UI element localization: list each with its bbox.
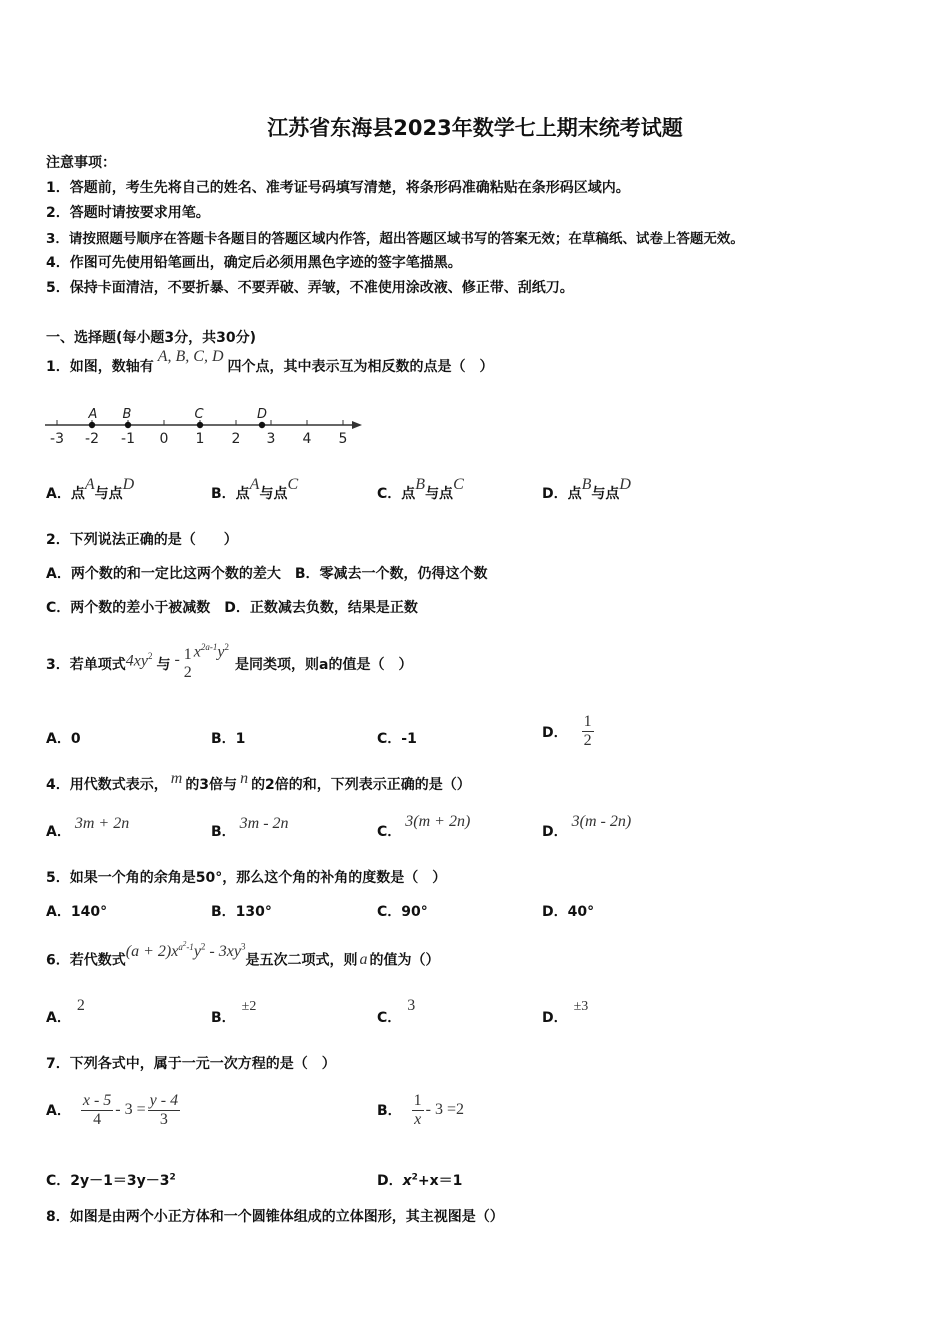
q5-option-a[interactable]: A．140° — [46, 904, 108, 920]
q1-option-a[interactable]: A．点A与点D — [46, 476, 135, 502]
q7-option-d[interactable]: D．$x^2+x=1$ — [377, 1172, 463, 1189]
tick-label: 0 — [159, 431, 169, 447]
q6-option-d[interactable]: D．±3 — [542, 999, 589, 1026]
notice-item: 2．答题时请按要求用笔。 — [46, 205, 210, 221]
q1-option-d[interactable]: D．点B与点D — [542, 476, 631, 502]
q3-option-b[interactable]: B．1 — [211, 731, 246, 747]
q5-option-c[interactable]: C．90° — [377, 904, 428, 920]
number-line-figure — [40, 400, 370, 450]
q3-option-c[interactable]: C．-1 — [377, 731, 417, 747]
q7-option-a[interactable]: A． $\frac{x - 5}{4}$ - 3 = $\frac{y - 4}{3}$ — [46, 1091, 179, 1128]
q3-option-d[interactable]: D． $\frac{1}{2}$ — [542, 713, 592, 749]
q5-option-b[interactable]: B．130° — [211, 904, 272, 920]
point-b — [125, 422, 131, 428]
question-3-stem: 3．若单项式 $4xy^2$ 与 - 1 2 $x^{2a-1}y^2$ 是同类项，则a的值是（ ） — [46, 642, 413, 681]
point-c — [197, 422, 203, 428]
notice-item: 5．保持卡面清洁，不要折暴、不要弄破、弄皱，不准使用涂改液、修正带、刮纸刀。 — [46, 280, 574, 296]
question-6-stem: 6．若代数式$(a + 2)x^{a^2-1}y^2 - 3xy^3$是五次二项式，则 a 的值为（） — [46, 940, 440, 969]
q6-option-c[interactable]: C．3 — [377, 997, 416, 1026]
q4-option-b[interactable]: B． 3m - 2n — [211, 815, 289, 840]
tick-label: 3 — [266, 431, 276, 447]
tick-label: -1 — [121, 431, 135, 447]
section-heading: 一、选择题(每小题3分，共30分) — [46, 330, 257, 346]
tick-label: -2 — [85, 431, 99, 447]
tick-label: 1 — [195, 431, 205, 447]
notice-item: 1．答题前，考生先将自己的姓名、准考证号码填写清楚，将条形码准确粘贴在条形码区域内。 — [46, 180, 630, 196]
q6-option-a[interactable]: A．2 — [46, 997, 85, 1026]
q7-option-b[interactable]: B． $\frac{1}{x}$ - 3 =2 — [377, 1091, 465, 1128]
q7-option-c[interactable]: C．$2y-1=3y-3^2$ — [46, 1172, 176, 1189]
q1-option-b[interactable]: B．点A与点C — [211, 476, 299, 502]
question-5-stem: 5．如果一个角的余角是50°，那么这个角的补角的度数是（ ） — [46, 870, 447, 886]
question-8-stem: 8．如图是由两个小正方体和一个圆锥体组成的立体图形，其主视图是（） — [46, 1209, 504, 1225]
q1-option-c[interactable]: C．点B与点C — [377, 476, 464, 502]
notice-item: 4．作图可先使用铅笔画出，确定后必须用黑色字迹的签字笔描黑。 — [46, 255, 462, 271]
math-points: A, B, C, D — [157, 348, 224, 365]
point-label: A — [88, 407, 98, 422]
point-a — [89, 422, 95, 428]
q6-option-b[interactable]: B．±2 — [211, 999, 257, 1026]
page-title: 江苏省东海县2023年数学七上期末统考试题 — [267, 116, 683, 140]
q3-option-a[interactable]: A．0 — [46, 731, 81, 747]
point-label: C — [194, 407, 204, 422]
question-1-stem: 1．如图，数轴有A, B, C, D四个点，其中表示互为相反数的点是（ ） — [46, 348, 494, 375]
notice-heading: 注意事项： — [46, 155, 116, 171]
point-label: B — [122, 407, 132, 422]
question-2-stem: 2．下列说法正确的是（ ） — [46, 532, 238, 548]
question-7-stem: 7．下列各式中，属于一元一次方程的是（ ） — [46, 1056, 336, 1072]
notice-item: 3．请按照题号顺序在答题卡各题目的答题区域内作答，超出答题区域书写的答案无效；在草稿纸、试卷上答题无效。 — [46, 231, 744, 247]
point-label: D — [256, 407, 268, 422]
tick-label: 2 — [231, 431, 241, 447]
q4-option-c[interactable]: C．3(m + 2n) — [377, 813, 471, 840]
tick-label: -3 — [50, 431, 64, 447]
q2-options-row-2[interactable]: C．两个数的差小于被减数 D．正数减去负数，结果是正数 — [46, 600, 418, 616]
question-4-stem: 4．用代数式表示， m 的3倍与 n 的2倍的和，下列表示正确的是（） — [46, 770, 471, 793]
q2-options-row-1[interactable]: A．两个数的和一定比这两个数的差大 B．零减去一个数，仍得这个数 — [46, 566, 488, 582]
q5-option-d[interactable]: D．40° — [542, 904, 595, 920]
tick-label: 5 — [338, 431, 348, 447]
q4-option-d[interactable]: D．3(m - 2n) — [542, 813, 632, 840]
tick-label: 4 — [302, 431, 312, 447]
q4-option-a[interactable]: A． 3m + 2n — [46, 815, 130, 840]
point-d — [259, 422, 265, 428]
